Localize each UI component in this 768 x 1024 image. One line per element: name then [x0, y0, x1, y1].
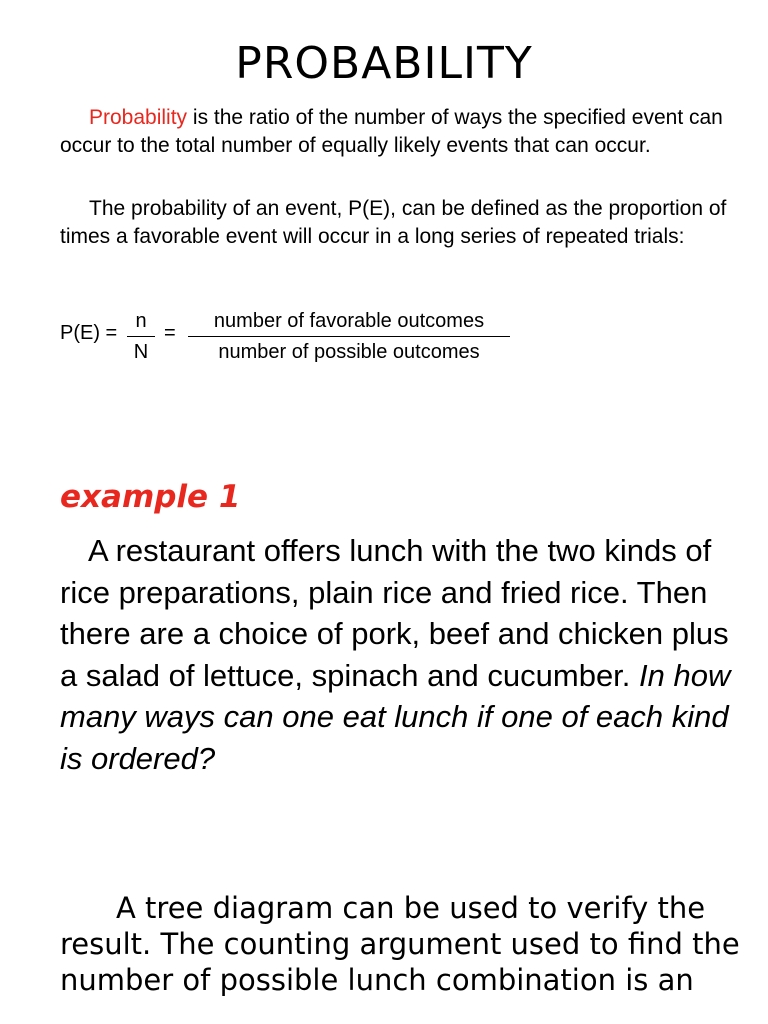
example-question: In how many ways can one eat lunch if one of each kind is ordered?	[60, 657, 731, 776]
fraction-n-over-N	[127, 306, 155, 367]
tree-diagram-paragraph: A tree diagram can be used to verify the result. The counting argument used to find the number of possible lunch combination is an	[60, 891, 740, 997]
fraction-numerator-favorable: number of favorable outcomes	[213, 310, 485, 332]
formula-lhs: P(E) =	[60, 322, 118, 344]
fraction-denominator-N: N	[133, 341, 149, 363]
definition-paragraph	[60, 104, 740, 160]
definition2-paragraph: The probability of an event, P(E), can be defined as the proportion of times a favorable event will occur in a long series of repeated trials:	[60, 197, 727, 248]
definition-term: Probability	[89, 106, 188, 129]
example-statement: A restaurant offers lunch with the two kinds of rice preparations, plain rice and fried rice. Then there are a choice of pork, beef and chicken plus a salad of lettuce, spinach and cucumber.	[60, 533, 729, 693]
page-title: PROBABILITY	[235, 38, 533, 89]
fraction-numerator-n: n	[135, 310, 147, 332]
formula-equals: =	[164, 322, 176, 344]
example-heading: example 1	[60, 479, 241, 515]
example-text	[60, 530, 740, 779]
definition-text: is the ratio of the number of ways the specified event can occur to the total number of equally likely events that can occur.	[60, 106, 723, 157]
fraction-denominator-possible: number of possible outcomes	[218, 341, 480, 363]
fraction-outcomes	[188, 306, 510, 367]
